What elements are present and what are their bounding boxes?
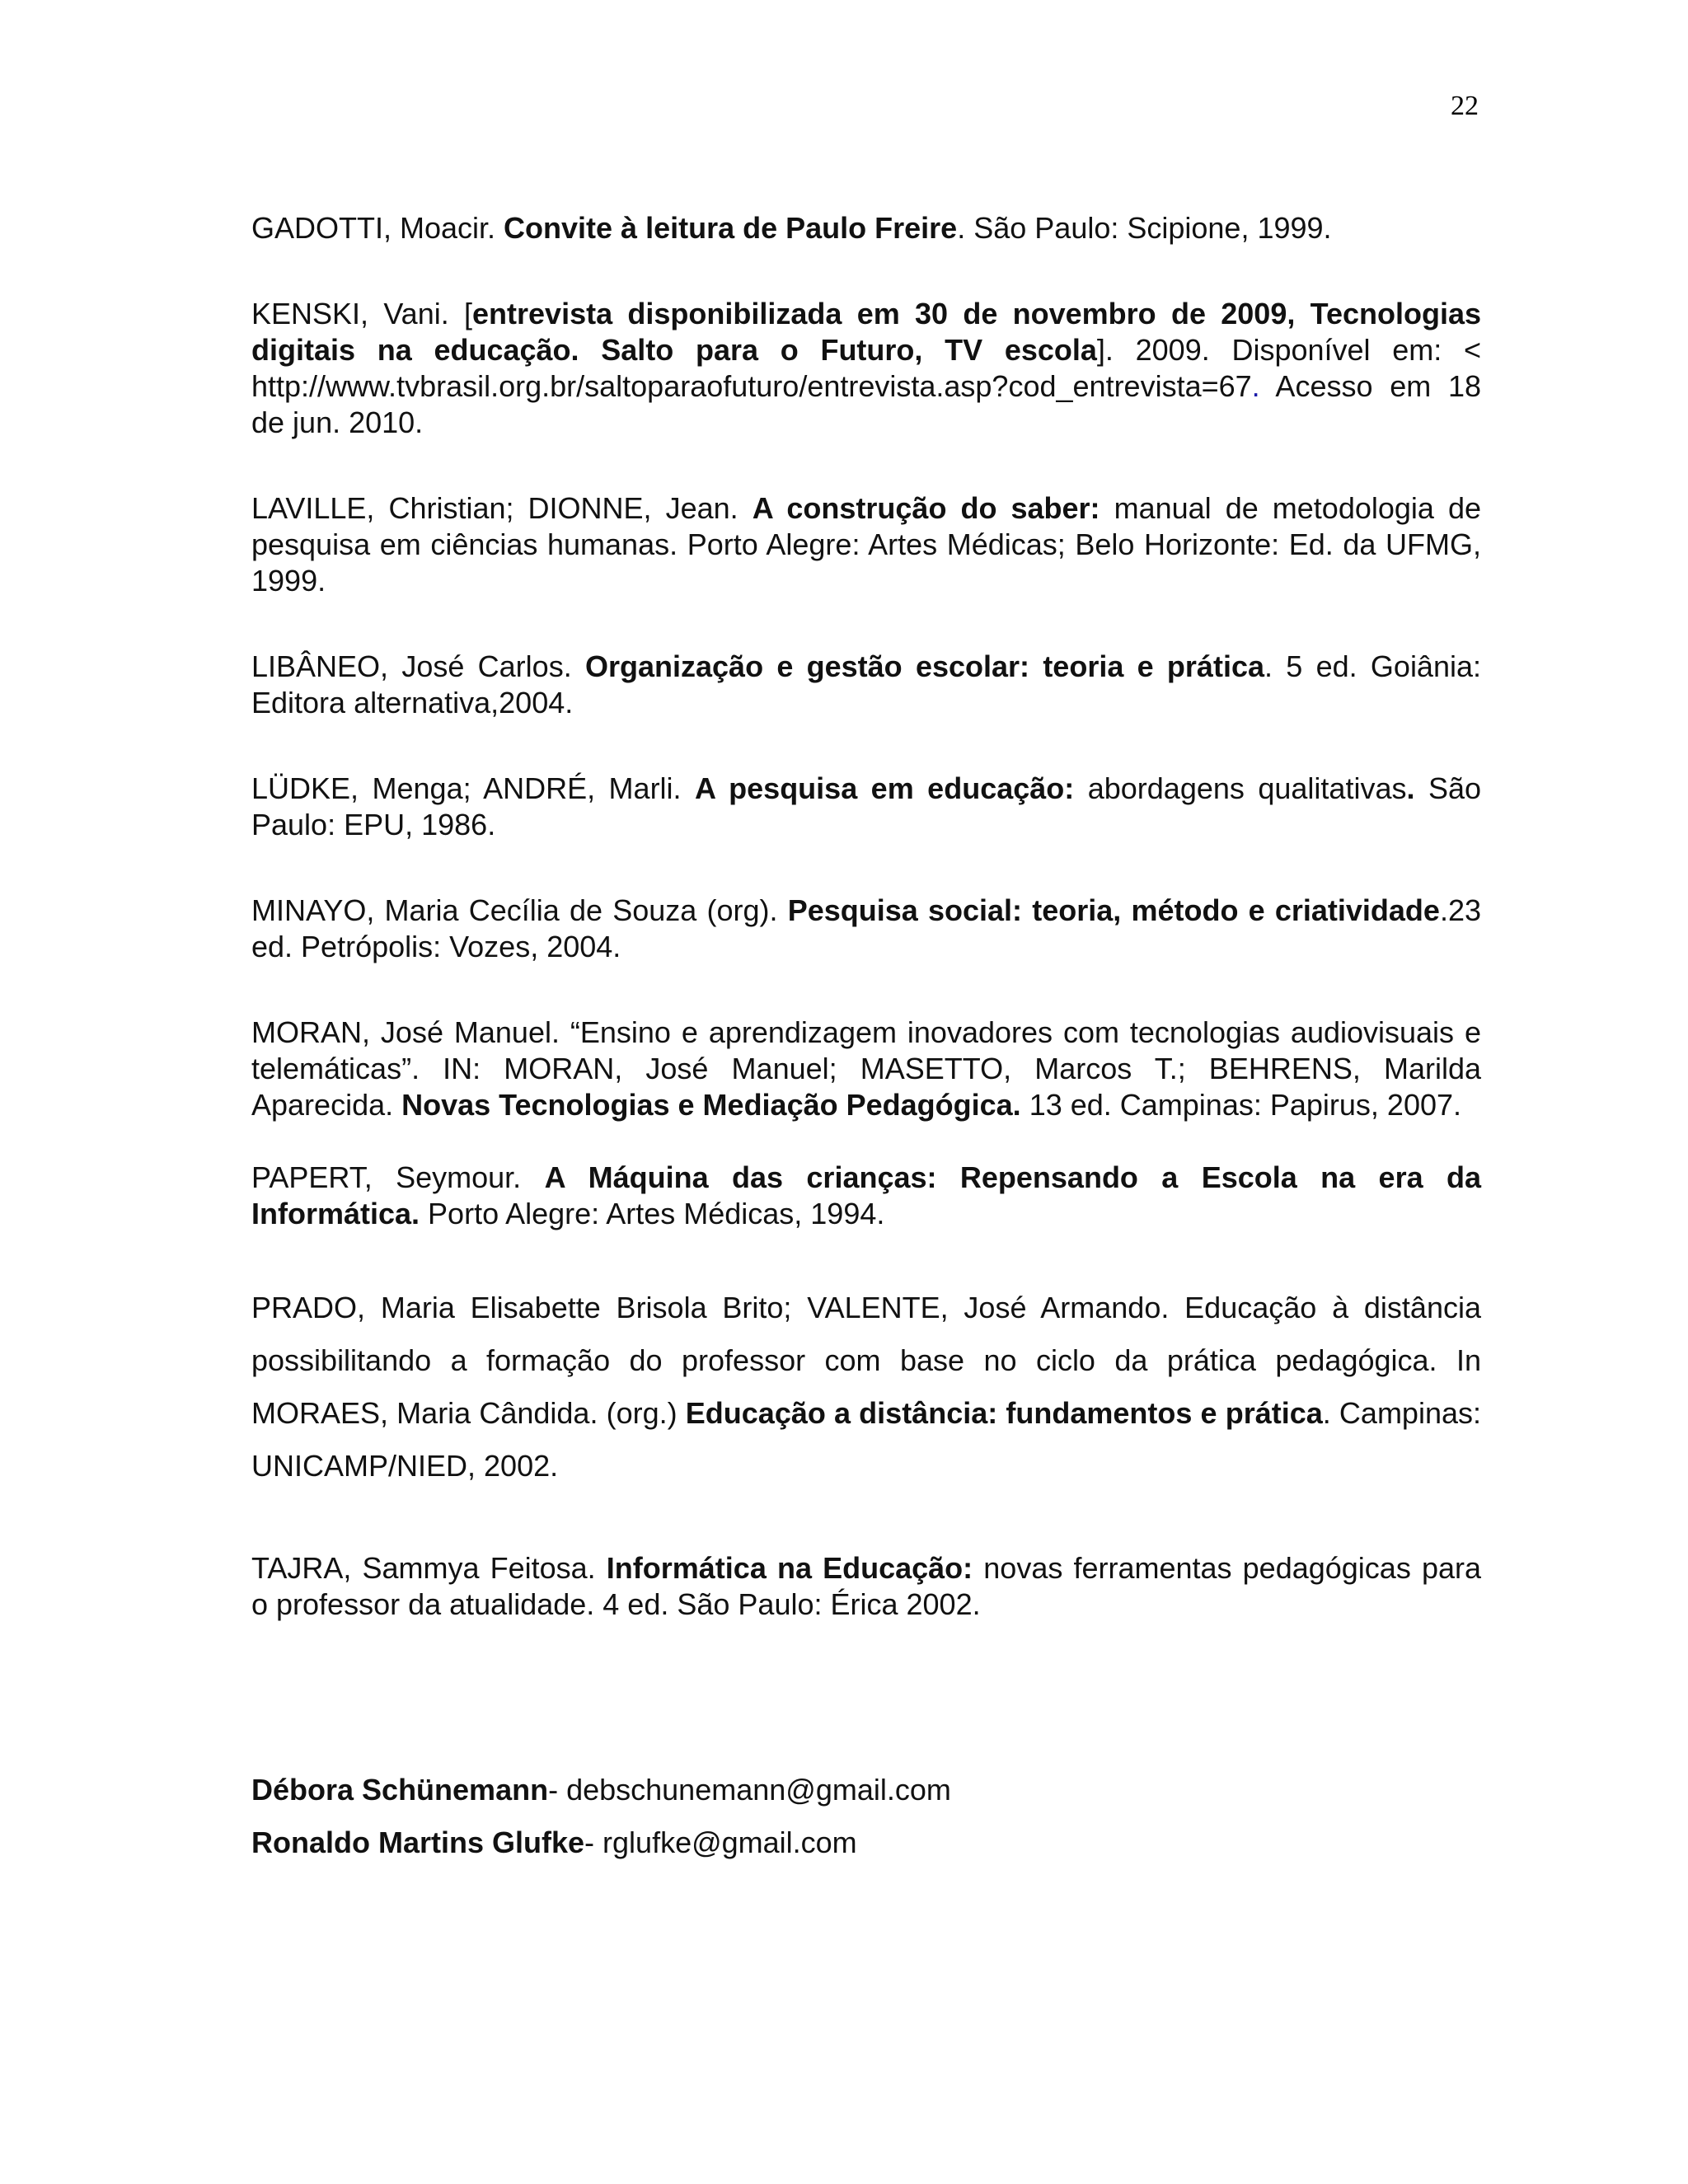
author-name: Ronaldo Martins Glufke (251, 1825, 585, 1859)
reference-text: Acesso em 18 de jun. 2010. (251, 369, 1481, 439)
reference-text: abordagens qualitativas (1074, 771, 1407, 805)
reference-minayo (251, 893, 1481, 965)
page-number: 22 (1451, 91, 1479, 121)
reference-title: Convite à leitura de Paulo Freire (504, 211, 958, 245)
reference-title: Organização e gestão escolar: teoria e prática (584, 649, 1264, 683)
reference-text: MINAYO, Maria Cecília de Souza (org). (251, 893, 788, 927)
reference-text: 13 ed. Campinas: Papirus, 2007. (1020, 1088, 1462, 1122)
author-name: Débora Schünemann (251, 1773, 549, 1807)
reference-title: A pesquisa em educação: (695, 771, 1075, 805)
reference-prado (251, 1282, 1481, 1493)
reference-libaneo (251, 649, 1481, 721)
reference-laville (251, 490, 1481, 599)
reference-title: A construção do saber: (752, 491, 1100, 525)
reference-text: LÜDKE, Menga; ANDRÉ, Marli. (251, 771, 696, 805)
reference-tajra (251, 1550, 1481, 1623)
reference-text: PRADO, Maria Elisabette Brisola Brito; VALENTE, José Armando. Educação à distância possibilitando a formação do professor com base no ciclo da prática pedagógica. In MORAES, Maria Cândida. (org.) (251, 1291, 1481, 1430)
reference-gadotti (251, 210, 1481, 246)
reference-title: A Máquina das crianças: Repensando a Escola na era da Informática. (251, 1160, 1482, 1230)
reference-list (251, 210, 1481, 1672)
reference-title: Novas Tecnologias e Mediação Pedagógica. (401, 1088, 1021, 1122)
author-line (251, 1764, 1481, 1816)
reference-title: Informática na Educação: (606, 1551, 973, 1585)
reference-text: PAPERT, Seymour. (251, 1160, 545, 1194)
author-contacts (251, 1764, 1481, 1869)
reference-ludke (251, 771, 1481, 843)
reference-text: novas ferramentas pedagógicas para o professor da atualidade. 4 ed. São Paulo: Érica 2002. (251, 1551, 1481, 1621)
reference-text: São Paulo: EPU, 1986. (251, 771, 1482, 841)
reference-text: . São Paulo: Scipione, 1999. (957, 211, 1332, 245)
author-email: - debschunemann@gmail.com (548, 1773, 951, 1807)
reference-text: KENSKI, Vani. [ (251, 297, 473, 330)
reference-punctuation: . (1251, 369, 1260, 403)
reference-punctuation: . (1406, 771, 1415, 805)
author-line (251, 1816, 1481, 1869)
reference-title: Pesquisa social: teoria, método e criatividade (787, 893, 1440, 927)
reference-kenski (251, 296, 1481, 441)
reference-moran (251, 1015, 1481, 1123)
reference-text: . Campinas: UNICAMP/NIED, 2002. (251, 1396, 1481, 1483)
author-email: - rglufke@gmail.com (584, 1825, 857, 1859)
reference-title: Educação a distância: fundamentos e prática (685, 1396, 1323, 1430)
reference-text: GADOTTI, Moacir. (251, 211, 504, 245)
reference-text: MORAN, José Manuel. “Ensino e aprendizagem inovadores com tecnologias audiovisuais e telemáticas”. IN: MORAN, José Manuel; MASETTO, Marcos T.; BEHRENS, Marilda Aparecida. (251, 1015, 1481, 1122)
reference-text: Porto Alegre: Artes Médicas, 1994. (420, 1197, 885, 1230)
reference-text: . 5 ed. Goiânia: Editora alternativa,2004. (251, 649, 1482, 719)
reference-text: manual de metodologia de pesquisa em ciências humanas. Porto Alegre: Artes Médicas; Belo Horizonte: Ed. da UFMG, 1999. (251, 491, 1481, 598)
reference-text: .23 ed. Petrópolis: Vozes, 2004. (251, 893, 1481, 963)
reference-text: LAVILLE, Christian; DIONNE, Jean. (251, 491, 753, 525)
reference-text: TAJRA, Sammya Feitosa. (251, 1551, 607, 1585)
reference-text: ]. 2009. Disponível em: < http://www.tvbrasil.org.br/saltoparaofuturo/entrevista.asp?cod_entrevista=67 (251, 333, 1481, 403)
reference-papert (251, 1160, 1481, 1232)
reference-title: entrevista disponibilizada em 30 de novembro de 2009, Tecnologias digitais na educação. Salto para o Futuro, TV escola (251, 297, 1481, 367)
reference-text: LIBÂNEO, José Carlos. (251, 649, 585, 683)
